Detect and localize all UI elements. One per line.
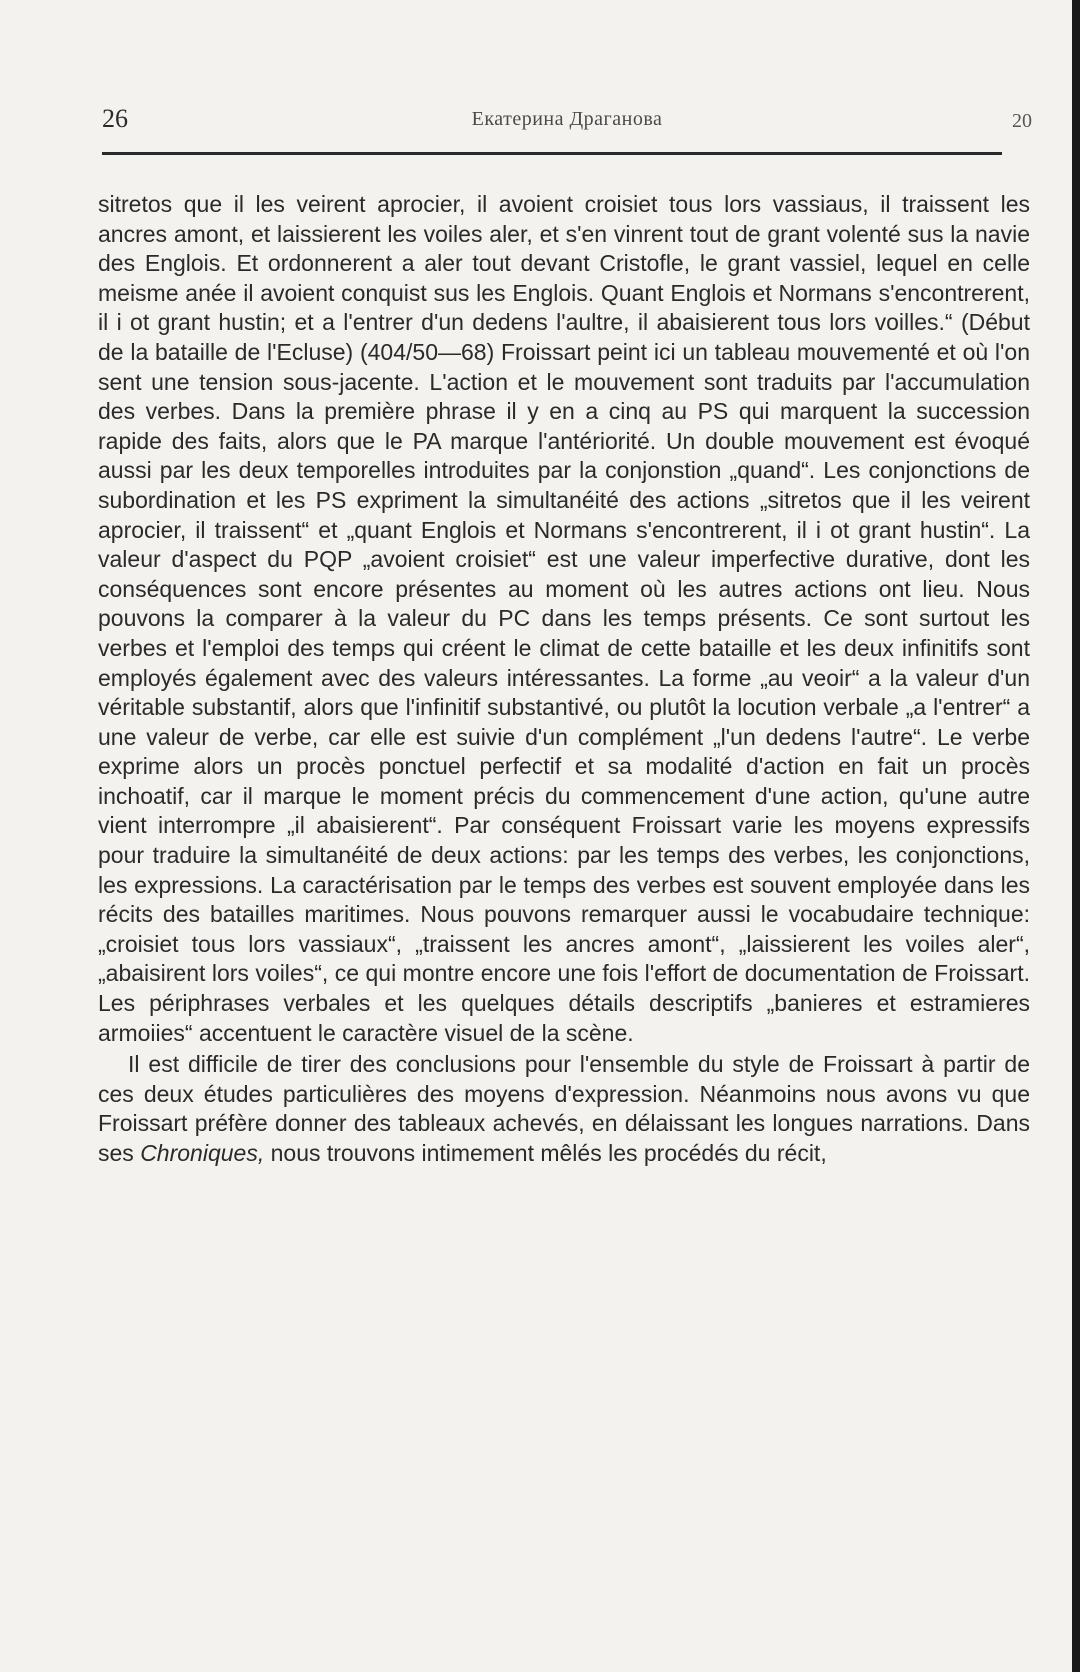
page-header xyxy=(102,104,1032,144)
running-head: Екатерина Драганова xyxy=(471,108,663,130)
book-title-italic: Chroniques, xyxy=(140,1140,265,1166)
paragraph-2-start: Il est difficile de tirer des conclusions pour l'ensemble du style de Froissart à partir de ces deux études particulières des moyens d'expression. Néanmoins nous avons vu que Froissart préfère donner des tableaux achevés, en délaissant les longues narrations. Dans ses xyxy=(98,1051,1030,1166)
paragraph-1: sitretos que il les veirent aprocier, il avoient croisiet tous lors vassiaus, il traissent les ancres amont, et laissierent les voiles aler, et s'en vinrent tout de grant volenté sus la navie des Englois. Et ordonnerent a aler tout devant Cristofle, le grant vassiel, lequel en celle meisme anée il avoient conquist sus les Englois. Quant Englois et Normans s'encontrerent, il i ot grant hustin; et a l'entrer d'un dedens l'aultre, il abaisierent tous lors voilles.“ (Début de la bataille de l'Ecluse) (404/50—68) Froissart peint ici un tableau mouvementé et où l'on sent une tension sous-jacente. L'action et le mouvement sont traduits par l'accumulation des verbes. Dans la première phrase il y en a cinq au PS qui marquent la succession rapide des faits, alors que le PA marque l'antériorité. Un double mouvement est évoqué aussi par les deux temporelles introduites par la conjonstion „quand“. Les conjonctions de subordination et les PS expriment la simultanéité des actions „sitretos que il les veirent aprocier, il traissent“ et „quant Englois et Normans s'encontrerent, il i ot grant hustin“. La valeur d'aspect du PQP „avoient croisiet“ est une valeur imperfective durative, dont les conséquences sont encore présentes au moment où les autres actions ont lieu. Nous pouvons la comparer à la valeur du PC dans les temps présents. Ce sont surtout les verbes et l'emploi des temps qui créent le climat de cette bataille et les deux infinitifs sont employés également avec des valeurs intéressantes. La forme „au veoir“ a la valeur d'un véritable substantif, alors que l'infinitif substantivé, ou plutôt la locution verbale „a l'entrer“ a une valeur de verbe, car elle est suivie d'un complément „l'un dedens l'autre“. Le verbe exprime alors un procès ponctuel perfectif et sa modalité d'action en fait un procès inchoatif, car il marque le moment précis du commencement d'une action, qu'une autre vient interrompre „il abaisierent“. Par conséquent Froissart varie les moyens expressifs pour traduire la simultanéité de deux actions: par les temps des verbes, les conjonctions, les expressions. La caractérisation par le temps des verbes est souvent employée dans les récits des batailles maritimes. Nous pouvons remarquer aussi le vocabudaire technique: „croisiet tous lors vassiaux“, „traissent les ancres amont“, „laissierent les voiles aler“, „abaisirent lors voiles“, ce qui montre encore une fois l'effort de documentation de Froissart. Les périphrases verbales et les quelques détails descriptifs „banieres et estramieres armoiies“ accentuent le caractère visuel de la scène. xyxy=(98,191,1030,1046)
paragraph-2 xyxy=(98,1050,1030,1168)
right-margin-mark: 20 xyxy=(1012,110,1032,132)
body-text xyxy=(98,190,1030,1169)
page-number: 26 xyxy=(102,104,128,133)
paragraph-2-end: nous trouvons intimement mêlés les procédés du récit, xyxy=(264,1140,827,1166)
page-edge xyxy=(1072,0,1080,1672)
header-rule xyxy=(102,152,1002,155)
